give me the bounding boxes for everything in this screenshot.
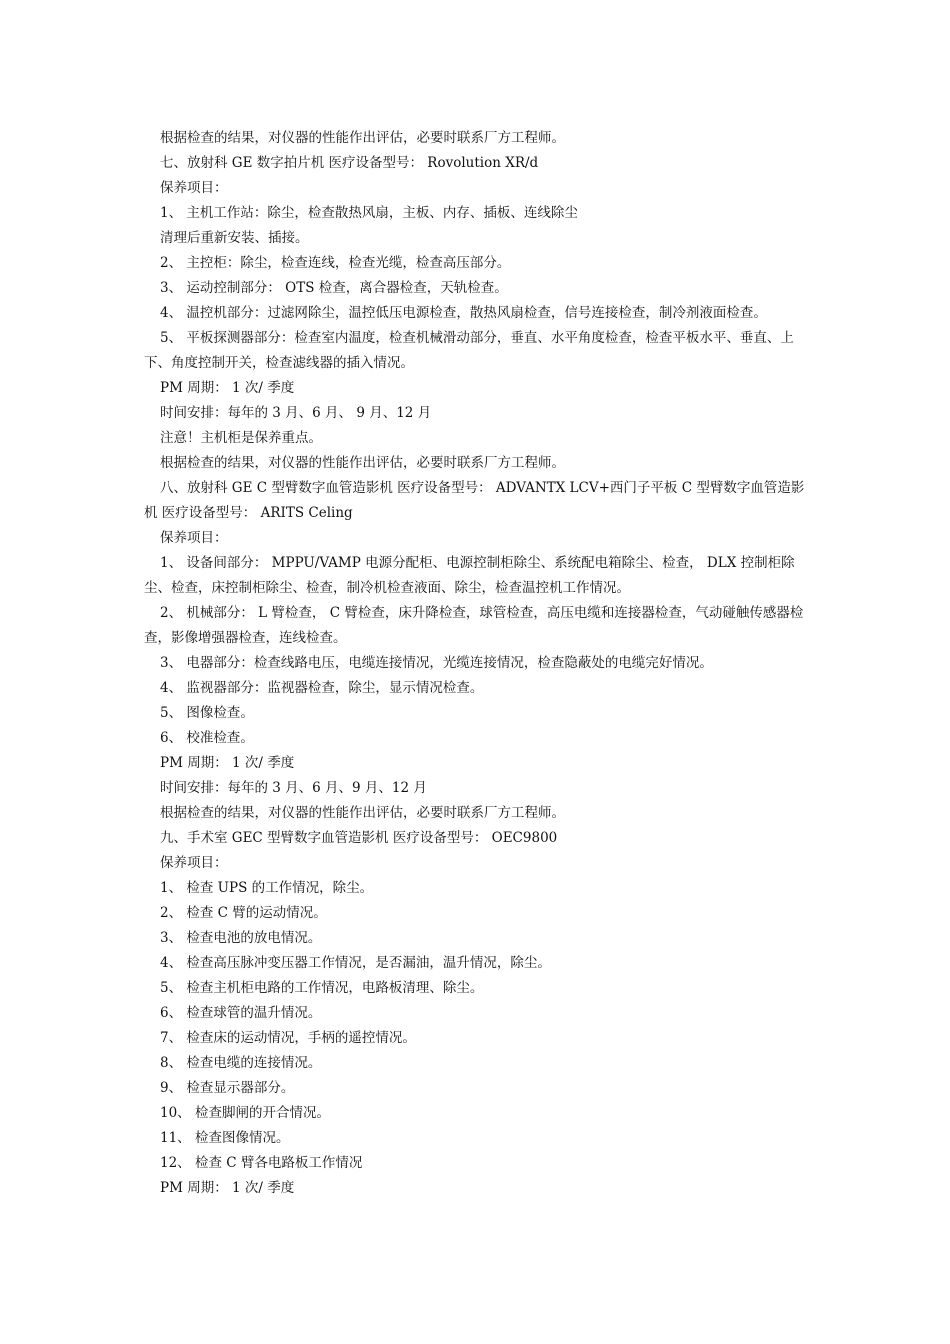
document-paragraph: 时间安排：每年的 3 月、6 月、9 月、12 月 [160,780,427,796]
document-body [144,126,814,1201]
document-paragraph: 注意！主机柜是保养重点。 [160,430,322,446]
document-paragraph: 12、 检查 C 臂各电路板工作情况 [160,1155,363,1171]
document-paragraph: 9、 检查显示器部分。 [160,1080,295,1096]
document-paragraph: 保养项目： [160,530,228,546]
document-paragraph: 5、 平板探测器部分：检查室内温度，检查机械滑动部分，垂直、水平角度检查，检查平板水平、垂直、上下、角度控制开关，检查滤线器的插入情况。 [144,330,794,371]
document-paragraph: PM 周期： 1 次/ 季度 [160,755,295,771]
document-paragraph: 清理后重新安装、插接。 [160,230,309,246]
document-paragraph: 4、 检查高压脉冲变压器工作情况，是否漏油，温升情况，除尘。 [160,955,551,971]
document-paragraph: 1、 设备间部分： MPPU/VAMP 电源分配柜、电源控制柜除尘、系统配电箱除尘、检查， DLX 控制柜除尘、检查，床控制柜除尘、检查，制冷机检查液面、除尘，检查温控机工作情况。 [144,555,795,596]
document-paragraph: 5、 图像检查。 [160,705,254,721]
document-paragraph: 11、 检查图像情况。 [160,1130,290,1146]
document-paragraph: 根据检查的结果，对仪器的性能作出评估，必要时联系厂方工程师。 [160,130,565,146]
document-paragraph: 3、 检查电池的放电情况。 [160,930,322,946]
document-paragraph: 5、 检查主机柜电路的工作情况，电路板清理、除尘。 [160,980,484,996]
document-paragraph: 根据检查的结果，对仪器的性能作出评估，必要时联系厂方工程师。 [160,455,565,471]
document-paragraph: 八、放射科 GE C 型臂数字血管造影机 医疗设备型号： ADVANTX LCV+西门子平板 C 型臂数字血管造影机 医疗设备型号： ARITS Celing [144,480,805,521]
document-paragraph: 保养项目： [160,855,228,871]
document-paragraph: 6、 校准检查。 [160,730,254,746]
document-paragraph: 3、 运动控制部分： OTS 检查，离合器检查，天轨检查。 [160,280,508,296]
document-paragraph: 保养项目： [160,180,228,196]
document-paragraph: 6、 检查球管的温升情况。 [160,1005,322,1021]
document-paragraph: 2、 机械部分： L 臂检查， C 臂检查，床升降检查，球管检查，高压电缆和连接器检查，气动碰触传感器检查，影像增强器检查，连线检查。 [144,605,804,646]
document-paragraph: 九、手术室 GEC 型臂数字血管造影机 医疗设备型号： OEC9800 [160,830,558,846]
document-paragraph: PM 周期： 1 次/ 季度 [160,1180,295,1196]
document-paragraph: 3、 电器部分：检查线路电压，电缆连接情况，光缆连接情况，检查隐蔽处的电缆完好情况。 [160,655,713,671]
document-paragraph: 4、 温控机部分：过滤网除尘，温控低压电源检查，散热风扇检查，信号连接检查，制冷剂液面检查。 [160,305,767,321]
document-paragraph: 2、 主控柜：除尘，检查连线，检查光缆，检查高压部分。 [160,255,511,271]
document-paragraph: 七、放射科 GE 数字拍片机 医疗设备型号： Rovolution XR/d [160,155,539,171]
document-paragraph: 1、 主机工作站：除尘，检查散热风扇，主板、内存、插板、连线除尘 [160,205,578,221]
document-paragraph: PM 周期： 1 次/ 季度 [160,380,295,396]
document-paragraph: 1、 检查 UPS 的工作情况，除尘。 [160,880,374,896]
document-paragraph: 时间安排：每年的 3 月、6 月、 9 月、12 月 [160,405,432,421]
document-paragraph: 4、 监视器部分：监视器检查，除尘，显示情况检查。 [160,680,484,696]
document-paragraph: 2、 检查 C 臂的运动情况。 [160,905,327,921]
document-paragraph: 根据检查的结果，对仪器的性能作出评估，必要时联系厂方工程师。 [160,805,565,821]
document-paragraph: 7、 检查床的运动情况，手柄的遥控情况。 [160,1030,416,1046]
document-paragraph: 8、 检查电缆的连接情况。 [160,1055,322,1071]
document-paragraph: 10、 检查脚闸的开合情况。 [160,1105,330,1121]
